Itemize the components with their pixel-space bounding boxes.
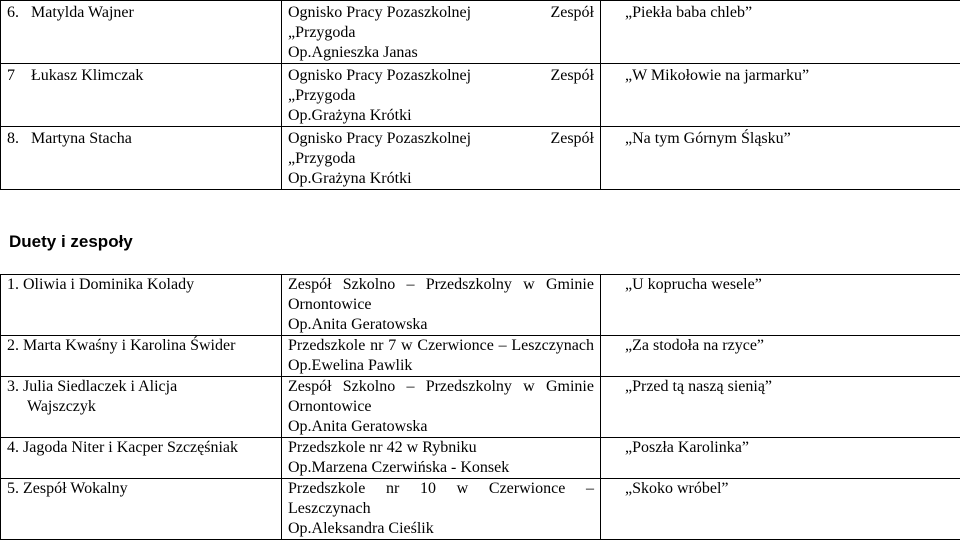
institution-text: „Przygoda [288,86,594,106]
song-title: „Poszła Karolinka” [601,438,960,479]
name-cell [1,64,282,127]
institution-text: Zespół [550,129,594,149]
institution-cell [282,64,601,127]
song-title: „Za stodoła na rzyce” [601,336,960,377]
institution-text: Szkolno [343,377,395,397]
participant-name: Julia Siedlaczek i Alicja [23,378,177,395]
name-cell [1,479,282,540]
entry-number: 5. [7,480,19,497]
institution-cell [282,438,601,479]
institution-text: w [523,377,535,397]
name-cell [1,275,282,336]
institution-text: Ognisko Pracy Pozaszkolnej [288,66,471,86]
table-row [1,336,960,377]
song-title: „Piekła baba chleb” [601,1,960,64]
institution-text: nr [370,336,383,356]
institution-text: 10 [420,479,436,499]
name-cell [1,438,282,479]
song-title: „Skoko wróbel” [601,479,960,540]
institution-text: Przedszkolny [426,275,512,295]
table-row [1,377,960,438]
teacher-name: Op.Aleksandra Cieślik [288,519,594,539]
participant-name: Łukasz Klimczak [31,67,143,84]
institution-text: 7 [388,336,396,356]
teacher-name: Op.Agnieszka Janas [288,43,594,63]
institution-text: – [406,275,414,295]
name-cell [1,127,282,190]
song-title: „W Mikołowie na jarmarku” [601,64,960,127]
participant-name: Jagoda Niter i Kacper Szczęśniak [23,439,238,456]
institution-cell [282,336,601,377]
institution-text: – [499,336,507,356]
institution-cell [282,1,601,64]
participant-name: Matylda Wajner [31,4,134,21]
participant-name: Oliwia i Dominika Kolady [23,276,194,293]
institution-text: w [401,336,413,356]
institution-text: Przedszkole [288,336,365,356]
institution-text: Zespół [288,275,332,295]
institution-text: Ornontowice [288,295,594,315]
participant-name: Zespół Wokalny [23,480,128,497]
institution-text: Gminie [546,377,594,397]
table-row [1,64,960,127]
entry-number: 1. [7,276,19,293]
institution-text: Zespół [288,377,332,397]
institution-text: – [586,479,594,499]
institution-text: Czerwionce [489,479,565,499]
institution-text: Leszczynach [511,336,594,356]
name-cell [1,336,282,377]
entry-number: 2. [7,337,19,354]
table-row [1,275,960,336]
participant-name: Wajszczyk [7,397,275,417]
institution-text: Zespół [550,3,594,23]
institution-text: Szkolno [343,275,395,295]
institution-text: Leszczynach [288,499,594,519]
duets-table [0,274,960,540]
institution-text: „Przygoda [288,23,594,43]
entry-number: 3. [7,378,19,395]
institution-text: nr [386,479,399,499]
table-row [1,438,960,479]
soloists-table [0,0,960,190]
teacher-name: Op.Marzena Czerwińska - Konsek [288,458,594,478]
institution-text: Gminie [546,275,594,295]
teacher-name: Op.Anita Geratowska [288,315,594,335]
institution-text: w [523,275,535,295]
table-row [1,127,960,190]
institution-text: – [406,377,414,397]
institution-cell [282,127,601,190]
section-title: Duety i zespoły [9,232,133,252]
institution-text: Ornontowice [288,397,594,417]
teacher-name: Op.Anita Geratowska [288,417,594,437]
teacher-name: Op.Grażyna Krótki [288,169,594,189]
participant-name: Martyna Stacha [31,130,132,147]
name-cell [1,377,282,438]
institution-text: Przedszkole nr 42 w Rybniku [288,438,594,458]
name-cell [1,1,282,64]
institution-text: Ognisko Pracy Pozaszkolnej [288,3,471,23]
institution-text: Czerwionce [417,336,493,356]
participant-name: Marta Kwaśny i Karolina Świder [23,337,235,354]
song-title: „Przed tą naszą sienią” [601,377,960,438]
institution-text: Ognisko Pracy Pozaszkolnej [288,129,471,149]
institution-cell [282,479,601,540]
institution-cell [282,377,601,438]
teacher-name: Op.Grażyna Krótki [288,106,594,126]
entry-number: 8. [7,130,19,147]
institution-cell [282,275,601,336]
entry-number: 4. [7,439,19,456]
entry-number: 6. [7,4,19,21]
teacher-name: Op.Ewelina Pawlik [288,356,594,376]
table-row [1,479,960,540]
institution-text: Przedszkole [288,479,365,499]
table-row [1,1,960,64]
institution-text: w [457,479,469,499]
institution-text: Zespół [550,66,594,86]
institution-text: Przedszkolny [426,377,512,397]
song-title: „Na tym Górnym Śląsku” [601,127,960,190]
song-title: „U koprucha wesele” [601,275,960,336]
institution-text: „Przygoda [288,149,594,169]
entry-number: 7 [7,67,15,84]
